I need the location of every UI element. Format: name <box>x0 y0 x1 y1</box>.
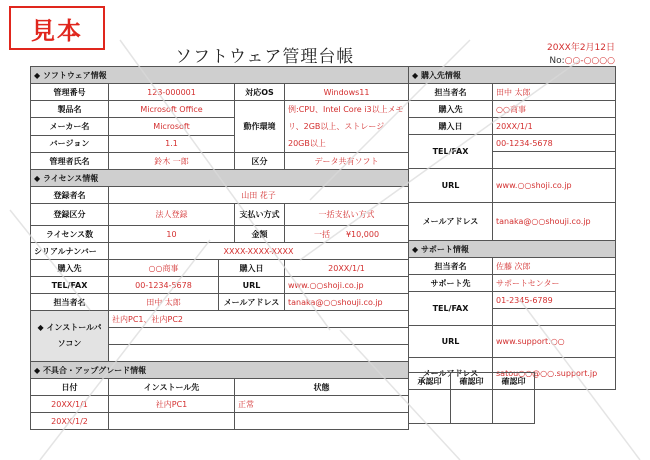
vendor-person-value: 田中 太郎 <box>493 84 616 101</box>
support-tel-blank <box>493 309 616 326</box>
vendor-tel-blank <box>493 152 616 169</box>
approval-stamp-box <box>409 390 451 424</box>
product-value: Microsoft Office <box>109 101 235 118</box>
install-pc-blank-row <box>109 345 409 362</box>
trouble-header-date: 日付 <box>31 379 109 396</box>
install-pc-value: 社内PC1、社内PC2 <box>109 311 409 328</box>
reg-type-value: 法人登録 <box>109 204 235 226</box>
support-url-label: URL <box>409 326 493 358</box>
confirm-stamp-box <box>493 390 535 424</box>
vendor-tel-value: 00-1234-5678 <box>493 135 616 152</box>
vendor-shop-label: 購入先 <box>409 101 493 118</box>
support-mail-label: メールアドレス <box>409 358 493 390</box>
support-tel-label: TEL/FAX <box>409 292 493 326</box>
serial-value: XXXX-XXXX-XXXX <box>109 243 409 260</box>
version-label: バージョン <box>31 135 109 152</box>
license-section-header: ◆ ライセンス情報 <box>31 170 409 187</box>
trouble-header-status: 状態 <box>235 379 409 396</box>
vendor-mail-value: tanaka@○○shouji.co.jp <box>493 203 616 241</box>
license-tel-value: 00-1234-5678 <box>109 277 219 294</box>
amount-number: ¥10,000 <box>345 229 380 239</box>
registrant-label: 登録者名 <box>31 187 109 204</box>
vendor-date-label: 購入日 <box>409 118 493 135</box>
license-mail-label: メールアドレス <box>219 294 285 311</box>
license-url-label: URL <box>219 277 285 294</box>
license-url-value: www.○○shoji.co.jp <box>285 277 409 294</box>
support-url-value: www.support.○○ <box>493 326 616 358</box>
document-number-value: ○○-○○○○ <box>564 56 615 66</box>
document-title: ソフトウェア管理台帳 <box>175 47 355 67</box>
env-value: 例:CPU、Intel Core i3以上メモリ、2GB以上、ストレージ20GB以上 <box>285 101 409 153</box>
vendor-url-label: URL <box>409 169 493 203</box>
trouble-header-target: インストール先 <box>109 379 235 396</box>
vendor-date-value: 20XX/1/1 <box>493 118 616 135</box>
mgmt-no-value: 123-000001 <box>109 84 235 101</box>
vendor-shop-value: ○○商事 <box>493 101 616 118</box>
trouble-row-target: 社内PC1 <box>109 396 235 413</box>
maker-value: Microsoft <box>109 118 235 135</box>
trouble-section-header: ◆ 不具合・アップグレード情報 <box>31 362 409 379</box>
left-table <box>30 66 409 430</box>
license-count-value: 10 <box>109 226 235 243</box>
sample-stamp: 見本 <box>9 6 105 50</box>
document-date: 20XX年2月12日 <box>547 43 615 53</box>
amount-prefix: 一括 <box>313 229 330 239</box>
support-person-label: 担当者名 <box>409 258 493 275</box>
os-label: 対応OS <box>235 84 285 101</box>
support-person-value: 佐藤 次郎 <box>493 258 616 275</box>
support-center-label: サポート先 <box>409 275 493 292</box>
right-table <box>408 66 616 390</box>
maker-label: メーカー名 <box>31 118 109 135</box>
trouble-row-target <box>109 413 235 430</box>
install-pc-blank-row <box>109 328 409 345</box>
document-number-label: No: <box>549 56 565 66</box>
payment-label: 支払い方式 <box>235 204 285 226</box>
vendor-tel-label: TEL/FAX <box>409 135 493 169</box>
registrant-value: 山田 花子 <box>109 187 409 204</box>
support-mail-value: satou○○@○○.support.jp <box>493 358 616 390</box>
vendor-mail-label: メールアドレス <box>409 203 493 241</box>
license-count-label: ライセンス数 <box>31 226 109 243</box>
vendor-url-value: www.○○shoji.co.jp <box>493 169 616 203</box>
amount-value <box>285 226 409 243</box>
confirm-stamp-label: 確認印 <box>493 373 535 390</box>
trouble-row-status: 正常 <box>235 396 409 413</box>
serial-label: シリアルナンバー <box>31 243 109 260</box>
trouble-row-status <box>235 413 409 430</box>
os-value: Windows11 <box>285 84 409 101</box>
product-label: 製品名 <box>31 101 109 118</box>
install-pc-label: ◆ インストールパソコン <box>31 311 109 362</box>
payment-value: 一括支払い方式 <box>285 204 409 226</box>
purchase-date-label: 購入日 <box>219 260 285 277</box>
license-mail-value: tanaka@○○shouji.co.jp <box>285 294 409 311</box>
manager-label: 管理者氏名 <box>31 153 109 170</box>
vendor-person-label: 担当者名 <box>409 84 493 101</box>
purchase-from-label: 購入先 <box>31 260 109 277</box>
license-person-label: 担当者名 <box>31 294 109 311</box>
category-label: 区分 <box>235 153 285 170</box>
license-person-value: 田中 太郎 <box>109 294 219 311</box>
approval-table <box>408 372 535 424</box>
trouble-row-date: 20XX/1/2 <box>31 413 109 430</box>
mgmt-no-label: 管理番号 <box>31 84 109 101</box>
approval-stamp-label: 承認印 <box>409 373 451 390</box>
confirm-stamp-label: 確認印 <box>451 373 493 390</box>
date-block <box>547 42 615 68</box>
reg-type-label: 登録区分 <box>31 204 109 226</box>
amount-label: 金額 <box>235 226 285 243</box>
vendor-section-header: ◆ 購入先情報 <box>409 67 616 84</box>
support-section-header: ◆ サポート情報 <box>409 241 616 258</box>
support-tel-value: 01-2345-6789 <box>493 292 616 309</box>
env-label: 動作環境 <box>235 101 285 153</box>
purchase-date-value: 20XX/1/1 <box>285 260 409 277</box>
confirm-stamp-box <box>451 390 493 424</box>
software-section-header: ◆ ソフトウェア情報 <box>31 67 409 84</box>
license-tel-label: TEL/FAX <box>31 277 109 294</box>
support-center-value: サポートセンター <box>493 275 616 292</box>
purchase-from-value: ○○商事 <box>109 260 219 277</box>
trouble-row-date: 20XX/1/1 <box>31 396 109 413</box>
category-value: データ共有ソフト <box>285 153 409 170</box>
manager-value: 鈴木 一郎 <box>109 153 235 170</box>
version-value: 1.1 <box>109 135 235 152</box>
